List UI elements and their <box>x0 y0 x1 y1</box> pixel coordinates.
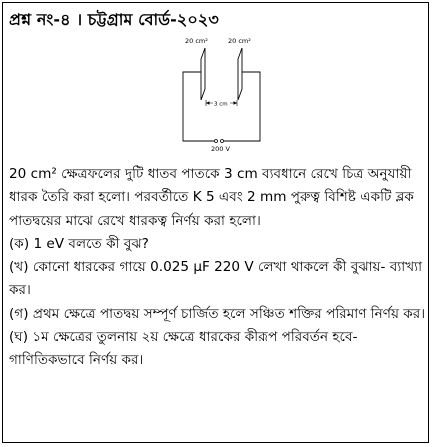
left-plate-area-label: 20 cm² <box>185 37 208 45</box>
question-stem: 20 cm² ক্ষেত্রফলের দুটি ধাতব পাতকে 3 cm ব্যবধানে রেখে চিত্র অনুযায়ী ধারক তৈরি করা হলো। পরবর্তীতে K 5 এবং 2 mm পুরুত্ব বিশিষ্ট একটি ব্লক পাতদ্বয়ের মাঝে রেখে ধারকত্ব নির্ণয় করা হলো। <box>9 166 414 229</box>
gap-label: 3 cm <box>214 101 228 108</box>
question-body <box>9 163 427 373</box>
question-heading: প্রশ্ন নং-৪ । চট্টগ্রাম বোর্ড-২০২৩ <box>9 10 219 29</box>
right-plate <box>238 48 242 100</box>
right-plate-area-label: 20 cm² <box>228 37 251 45</box>
sub-question-kha: (খ) কোনো ধারকের গায়ে 0.025 μF 220 V লেখা থাকলে কী বুঝায়- ব্যাখ্যা কর। <box>9 259 423 299</box>
sub-question-gha: (ঘ) ১ম ক্ষেত্রের তুলনায় ২য় ক্ষেত্রে ধারকের কীরূপ পরিবর্তন হবে- গাণিতিকভাবে নির্ণয় কর। <box>9 329 358 369</box>
source-terminal-left <box>215 140 218 143</box>
left-plate <box>201 48 205 100</box>
sub-question-ka: (ক) 1 eV বলতে কী বুঝ? <box>9 235 149 252</box>
source-terminal-right <box>221 140 224 143</box>
sub-question-ga: (গ) প্রথম ক্ষেত্রে পাতদ্বয় সম্পূর্ণ চার্জিত হলে সঞ্চিত শক্তির পরিমাণ নির্ণয় কর। <box>9 305 426 322</box>
capacitor-circuit-diagram <box>168 31 268 155</box>
source-voltage-label: 200 V <box>211 145 230 153</box>
question-card <box>2 2 429 443</box>
